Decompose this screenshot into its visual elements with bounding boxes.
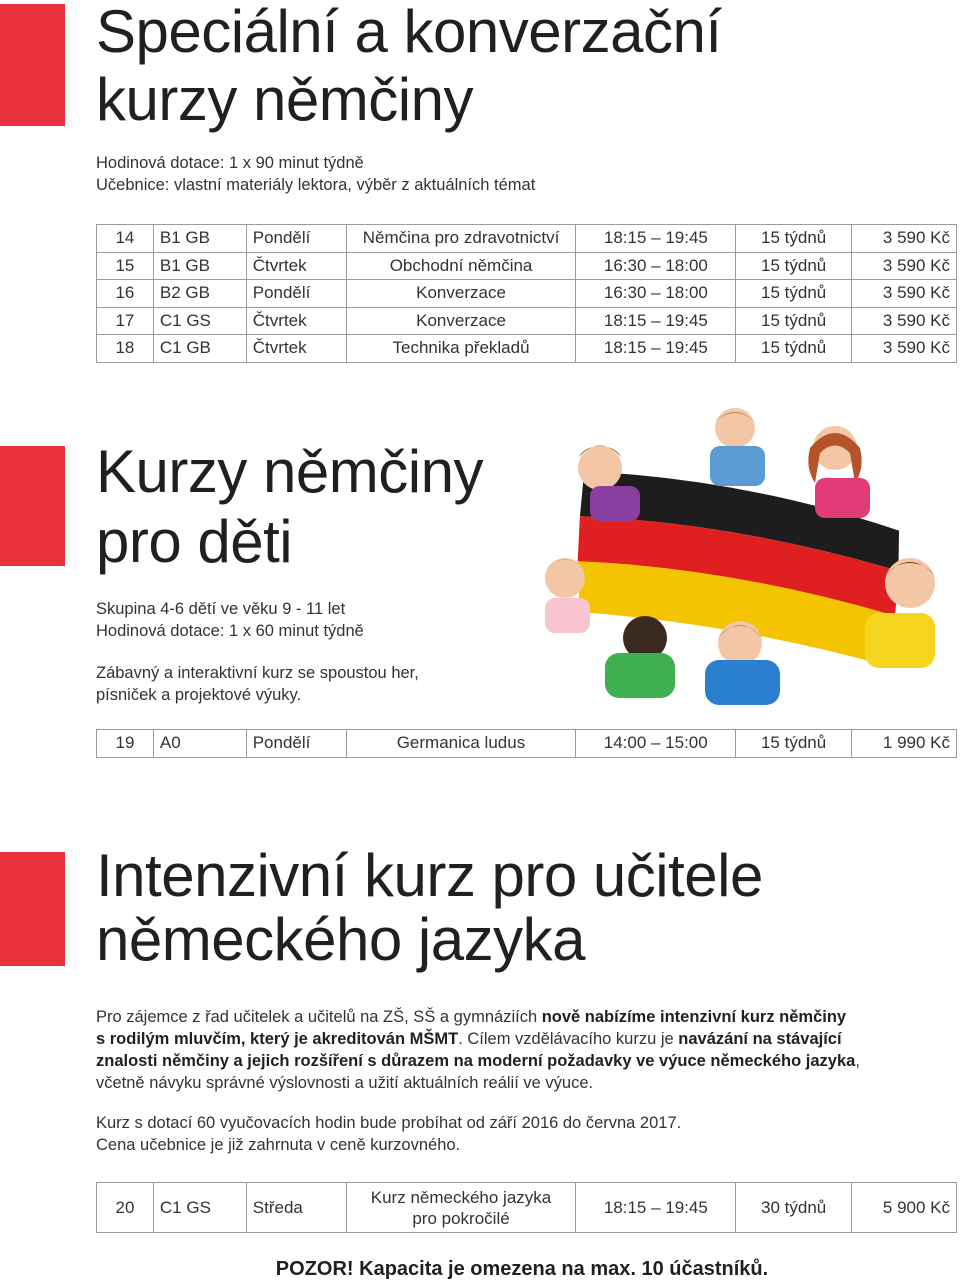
course-weeks: 30 týdnů <box>736 1183 852 1233</box>
course-number: 15 <box>97 252 154 280</box>
course-time: 18:15 – 19:45 <box>576 225 736 253</box>
course-price: 3 590 Kč <box>852 252 957 280</box>
course-time: 18:15 – 19:45 <box>576 335 736 363</box>
course-price: 3 590 Kč <box>852 225 957 253</box>
course-name: Konverzace <box>346 307 576 335</box>
course-day: Čtvrtek <box>246 252 346 280</box>
section3-paragraph2 <box>96 1112 681 1156</box>
course-price: 3 590 Kč <box>852 280 957 308</box>
capacity-warning: POZOR! Kapacita je omezena na max. 10 účastníků. <box>275 1258 769 1280</box>
table-row <box>97 1183 957 1233</box>
course-price: 5 900 Kč <box>852 1183 957 1233</box>
p1-text-h: včetně návyku správné výslovnosti a užití aktuálních reálií ve výuce. <box>96 1074 594 1092</box>
course-price: 1 990 Kč <box>852 730 957 758</box>
course-level: B1 GB <box>153 225 246 253</box>
course-level: B1 GB <box>153 252 246 280</box>
children-with-german-flag-photo <box>505 398 960 710</box>
desc-line2: písniček a projektové výuky. <box>96 686 302 704</box>
info-hours: Hodinová dotace: 1 x 90 minut týdně <box>96 154 364 172</box>
table-row <box>97 252 957 280</box>
course-day: Čtvrtek <box>246 307 346 335</box>
course-level: C1 GB <box>153 335 246 363</box>
course-weeks: 15 týdnů <box>736 252 852 280</box>
course-name: Němčina pro zdravotnictví <box>346 225 576 253</box>
course-time: 16:30 – 18:00 <box>576 252 736 280</box>
course-time: 16:30 – 18:00 <box>576 280 736 308</box>
course-day: Středa <box>246 1183 346 1233</box>
p1-bold-e: navázání na stávající <box>678 1030 842 1048</box>
section1-title-line2: kurzy němčiny <box>96 66 473 133</box>
section3-schedule-table <box>96 1182 957 1233</box>
table-row <box>97 225 957 253</box>
course-name: Germanica ludus <box>346 730 576 758</box>
course-time: 18:15 – 19:45 <box>576 1183 736 1233</box>
course-level: B2 GB <box>153 280 246 308</box>
table-row <box>97 730 957 758</box>
section2-title-line2: pro děti <box>96 508 293 575</box>
course-price: 3 590 Kč <box>852 335 957 363</box>
course-level: C1 GS <box>153 1183 246 1233</box>
accent-bar-2 <box>0 446 65 566</box>
course-number: 16 <box>97 280 154 308</box>
course-weeks: 15 týdnů <box>736 335 852 363</box>
info-group-size: Skupina 4-6 dětí ve věku 9 - 11 let <box>96 600 346 618</box>
p1-text-d: . Cílem vzdělávacího kurzu je <box>458 1030 679 1048</box>
accent-bar-1 <box>0 4 65 126</box>
course-time: 14:00 – 15:00 <box>576 730 736 758</box>
course-number: 18 <box>97 335 154 363</box>
table-row <box>97 307 957 335</box>
course-weeks: 15 týdnů <box>736 280 852 308</box>
course-number: 19 <box>97 730 154 758</box>
course-day: Pondělí <box>246 225 346 253</box>
course-number: 20 <box>97 1183 154 1233</box>
course-day: Pondělí <box>246 280 346 308</box>
info-hours-kids: Hodinová dotace: 1 x 60 minut týdně <box>96 622 364 640</box>
course-number: 14 <box>97 225 154 253</box>
p1-bold-f: znalosti němčiny a jejich rozšíření s důrazem na moderní požadavky ve výuce německého jazyka <box>96 1052 856 1070</box>
section1-title-line1: Speciální a konverzační <box>96 0 722 65</box>
section2-info <box>96 598 364 642</box>
accent-bar-3 <box>0 852 65 966</box>
table-row <box>97 280 957 308</box>
p1-text-g: , <box>855 1052 860 1070</box>
section2-schedule-table <box>96 729 957 758</box>
course-weeks: 15 týdnů <box>736 730 852 758</box>
course-day: Čtvrtek <box>246 335 346 363</box>
course-weeks: 15 týdnů <box>736 307 852 335</box>
course-level: C1 GS <box>153 307 246 335</box>
course-day: Pondělí <box>246 730 346 758</box>
section1-schedule-table <box>96 224 957 363</box>
section2-description <box>96 662 419 706</box>
course-level: A0 <box>153 730 246 758</box>
section1-info <box>96 152 535 196</box>
p1-text-a: Pro zájemce z řad učitelek a učitelů na ZŠ, SŠ a gymnáziích <box>96 1008 542 1026</box>
p1-bold-b: nově nabízíme intenzivní kurz němčiny <box>541 1008 847 1026</box>
course-name: Technika překladů <box>346 335 576 363</box>
desc-line1: Zábavný a interaktivní kurz se spoustou her, <box>96 664 419 682</box>
table-row <box>97 335 957 363</box>
p2-line1: Kurz s dotací 60 vyučovacích hodin bude probíhat od září 2016 do června 2017. <box>96 1114 682 1132</box>
course-number: 17 <box>97 307 154 335</box>
section2-title-line1: Kurzy němčiny <box>96 438 483 505</box>
course-weeks: 15 týdnů <box>736 225 852 253</box>
section3-title-line2: německého jazyka <box>96 906 585 973</box>
course-name: Konverzace <box>346 280 576 308</box>
section3-paragraph1 <box>96 1006 916 1094</box>
course-price: 3 590 Kč <box>852 307 957 335</box>
section3-title-line1: Intenzivní kurz pro učitele <box>96 842 763 909</box>
info-textbook: Učebnice: vlastní materiály lektora, výběr z aktuálních témat <box>96 176 536 194</box>
course-name <box>346 1183 576 1233</box>
course-time: 18:15 – 19:45 <box>576 307 736 335</box>
course-name-line1: Kurz německého jazyka <box>370 1187 552 1207</box>
p2-line2: Cena učebnice je již zahrnuta v ceně kurzovného. <box>96 1136 461 1154</box>
course-name: Obchodní němčina <box>346 252 576 280</box>
course-name-line2: pro pokročilé <box>412 1208 510 1228</box>
p1-bold-c: s rodilým mluvčím, který je akreditován MŠMT <box>96 1030 459 1048</box>
